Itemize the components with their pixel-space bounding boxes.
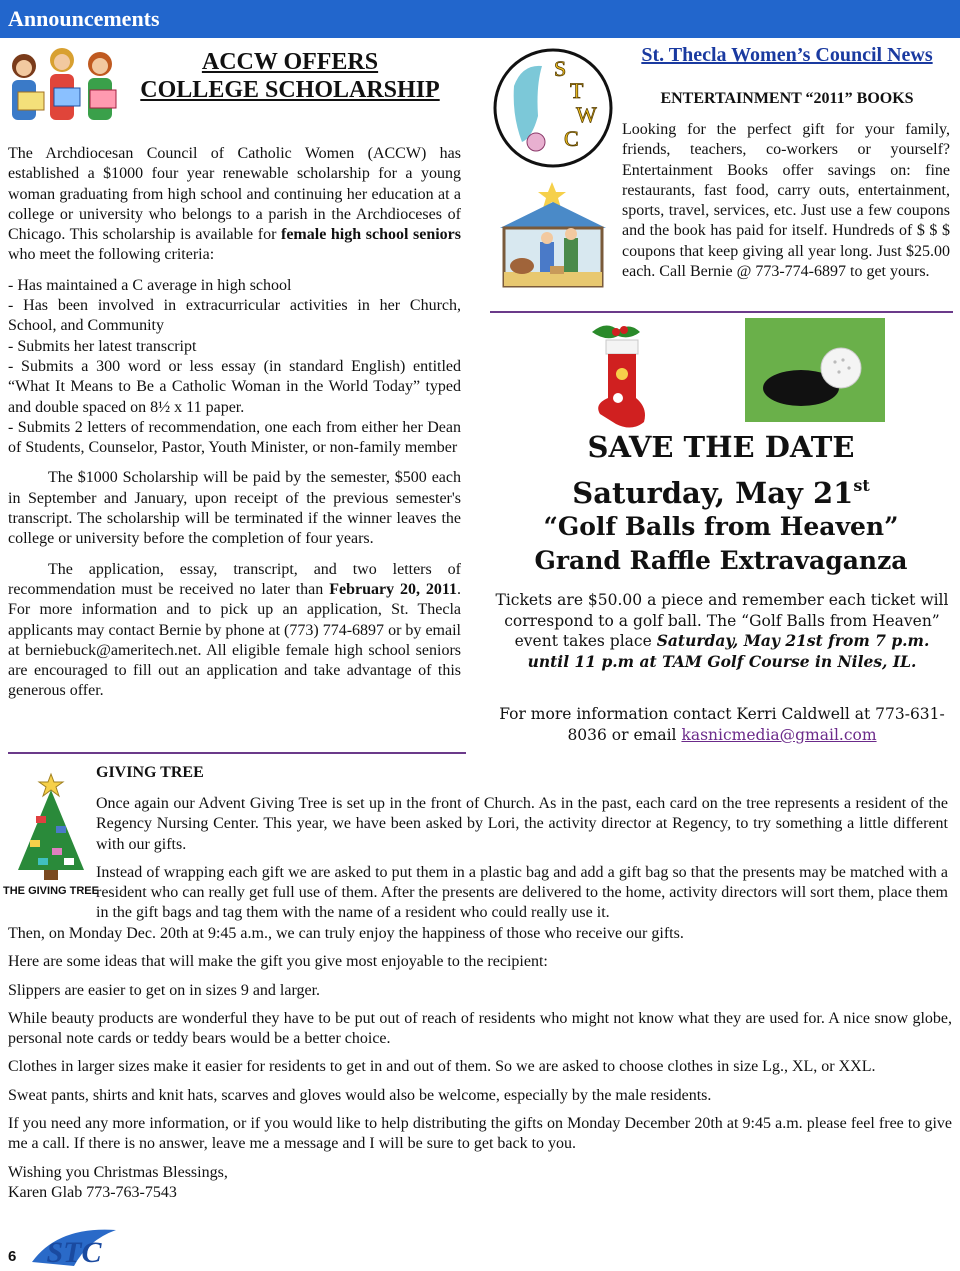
entertainment-books-title: ENTERTAINMENT “2011” BOOKS <box>660 90 914 107</box>
stwc-logo-letter: W <box>576 102 597 127</box>
raffle-title: Grand Raffle Extravaganza <box>534 546 908 575</box>
giving-tree-paragraph: Then, on Monday Dec. 20th at 9:45 a.m., we can truly enjoy the happiness of those who receive our gifts. <box>8 925 684 942</box>
criteria-item: - Has maintained a C average in high school <box>8 276 292 294</box>
giving-tree-title: GIVING TREE <box>96 764 204 781</box>
giving-tree-paragraph: Instead of wrapping each gift we are asked to put them in a plastic bag and add a gift bag so that the presents may be matched with a resident who can really get full use of them. After the presents are delivered to the home, activity directors will sort them, place them in the gift bags and tag them with the name of a resident who could really use it. <box>96 863 948 922</box>
stwc-logo-letter: S <box>554 56 567 81</box>
save-the-date-title: SAVE THE DATE <box>587 430 855 464</box>
signature: Wishing you Christmas Blessings, Karen Glab 773-763-7543 <box>8 1163 228 1201</box>
accw-article <box>8 144 461 712</box>
event-name: “Golf Balls from Heaven” <box>543 512 899 541</box>
criteria-item: - Has been involved in extracurricular activities in her Church, School, and Community <box>8 297 461 335</box>
giving-tree-logo <box>3 770 99 900</box>
stc-logo-text: STC <box>46 1236 102 1269</box>
giving-tree-paragraph: If you need any more information, or if you would like to help distributing the gifts on Monday December 20th at 9:45 a.m. please feel free to give me a call. If there is no answer, leave me a message and I will be sure to get back to you. <box>8 1115 952 1153</box>
criteria-list <box>8 276 461 459</box>
christmas-stocking-image <box>578 318 670 436</box>
divider <box>8 752 466 754</box>
event-contact: For more information contact Kerri Caldwell at 773-631-8036 or email kasnicmedia@gmail.com <box>499 705 945 744</box>
giving-tree-paragraph: Slippers are easier to get on in sizes 9 and larger. <box>8 981 321 999</box>
giving-tree-paragraph: Once again our Advent Giving Tree is set up in the front of Church. As in the past, each card on the tree represents a resident of the Regency Nursing Center. This year, we have been asked by Lori, the activity director at Regency, to try something a little different with our gifts. <box>96 795 948 853</box>
giving-tree-logo-text: THE GIVING TREE <box>3 885 99 897</box>
stwc-logo-letter: T <box>570 78 584 103</box>
accw-payment: The $1000 Scholarship will be paid by the semester, $500 each in September and January, upon receipt of the previous semester's transcript. The scholarship will be terminated if the winner leaves the college or university before the completion of four years. <box>8 469 461 548</box>
nativity-scene-image <box>492 176 614 294</box>
giving-tree-paragraph: Sweat pants, shirts and knit hats, scarves and gloves would also be welcome, especially by the male residents. <box>8 1086 712 1104</box>
section-title: Announcements <box>8 6 160 31</box>
giving-tree-paragraph: While beauty products are wonderful they have to be put out of reach of residents who might not know what they are used for. A nice snow globe, personal note cards or teddy bears would be a better choice. <box>8 1009 952 1048</box>
criteria-item: - Submits her latest transcript <box>8 337 197 355</box>
stc-logo <box>28 1222 120 1270</box>
entertainment-books-body: Looking for the perfect gift for your family, friends, teachers, co-workers or yourself? Entertainment Books offer savings on: fine restaurants, fast food, carry outs, entertainment, sports, travel, services, etc. Just use a few coupons and the book has paid for itself. Hundreds of $ $ $ coupons that keep giving all year long. Just $25.00 each. Call Bernie @ 773-774-6897 to get yours. <box>622 121 950 281</box>
giving-tree-intro <box>96 794 948 924</box>
stwc-logo-letter: C <box>564 126 579 151</box>
contact-email-link[interactable]: kasnicmedia@gmail.com <box>681 725 877 744</box>
announcements-header <box>0 0 960 38</box>
golf-ball-image <box>745 318 885 422</box>
save-the-date-date: Saturday, May 21st <box>572 476 870 510</box>
giving-tree-paragraph: Here are some ideas that will make the gift you give most enjoyable to the recipient: <box>8 953 548 971</box>
tickets-info: Tickets are $50.00 a piece and remember each ticket will correspond to a golf ball. The “Golf Balls from Heaven” event takes place Saturday, May 21st from 7 p.m. until 11 p.m at TAM Golf Course in Niles, IL. <box>495 591 949 671</box>
criteria-item: - Submits a 300 word or less essay (in standard English) entitled “What It Means to Be a Catholic Woman in the World Today” typed and double spaced on 8½ x 11 paper. <box>8 357 461 416</box>
giving-tree-details <box>8 924 952 1203</box>
stwc-logo <box>492 46 614 170</box>
accw-application: The application, essay, transcript, and two letters of recommendation must be received no later than February 20, 2011. For more information and to pick up an application, St. Thecla applicants may contact Bernie by phone at (773) 774-6897 or by email at berniebuck@ameritech.net. All eligible female high school seniors are encouraged to fill out an application and take advantage of this generous offer. <box>8 560 461 700</box>
accw-intro: The Archdiocesan Council of Catholic Women (ACCW) has established a $1000 four year renewable scholarship for a young woman graduating from high school and continuing her education at a college or university who belongs to a parish in the Archdioceses of Chicago. This scholarship is available for female high school seniors who meet the following criteria: <box>8 145 462 264</box>
accw-title: ACCW OFFERS COLLEGE SCHOLARSHIP <box>140 49 440 103</box>
criteria-item: - Submits 2 letters of recommendation, one each from either her Dean of Students, Counselor, Pastor, Youth Minister, or non-family member <box>8 418 461 457</box>
divider <box>490 311 953 313</box>
stwc-news-title: St. Thecla Women’s Council News <box>641 44 933 66</box>
giving-tree-paragraph: Clothes in larger sizes make it easier for residents to get in and out of them. So we are asked to choose clothes in size Lg., XL, or XXL. <box>8 1058 876 1076</box>
page-number: 6 <box>8 1248 17 1265</box>
reading-girls-illustration <box>4 44 122 136</box>
